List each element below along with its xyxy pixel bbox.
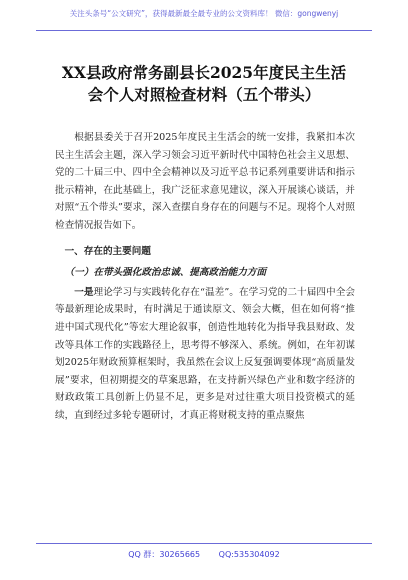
body-paragraph bbox=[55, 284, 355, 425]
footer bbox=[0, 549, 408, 560]
footer-qq-group: QQ 群：30265665 bbox=[128, 550, 201, 559]
footer-divider bbox=[36, 543, 372, 544]
footer-qq-number: QQ:535304092 bbox=[218, 550, 280, 559]
title-line-2: 会个人对照检查材料（五个带头） bbox=[87, 85, 321, 104]
header-banner: 关注头条号“公文研究”，获得最新最全最专业的公文资料库！ 微信：gongwenyj bbox=[69, 9, 339, 18]
title-line-1: XX县政府常务副县长2025年度民主生活 bbox=[61, 63, 347, 82]
document-body bbox=[55, 129, 355, 425]
paragraph-text: 理论学习与实践转化存在“温差”。在学习党的二十届四中全会等最新理论成果时，有时满足于通读原文、领会大概，但在如何将“推进中国式现代化”等宏大理论叙事，创造性地转化为指导我县财政、发改等具体工作的实践路径上，思考得不够深入、系统。例如，在年初谋划2025年财政预算框架时，我虽然在会议上反复强调要体现“高质量发展”要求，但初期提交的草案思路，在支持新兴绿色产业和数字经济的财政政策工具创新上仍显不足，更多是对过往重大项目投资模式的延续，直到经过多轮专题研讨，才真正将财税支持的重点聚焦 bbox=[55, 286, 356, 421]
document-title bbox=[46, 62, 362, 106]
subsection-heading: （一）在带头强化政治忠诚、提高政治能力方面 bbox=[64, 267, 267, 279]
section-heading: 一、存在的主要问题 bbox=[64, 245, 151, 257]
intro-paragraph: 根据县委关于召开2025年度民主生活会的统一安排，我紧扣本次民主生活会主题，深入学习领会习近平新时代中国特色社会主义思想、党的二十届三中、四中全会精神以及习近平总书记系列重要讲话和指示批示精神，在此基础上，我广泛征求意见建议，深入开展谈心谈话，并对照“五个带头”要求，深入查摆自身存在的问题与不足。现将个人对照检查情况报告如下。 bbox=[55, 132, 355, 231]
header-divider bbox=[36, 30, 372, 31]
paragraph-lead: 一是 bbox=[74, 286, 94, 298]
